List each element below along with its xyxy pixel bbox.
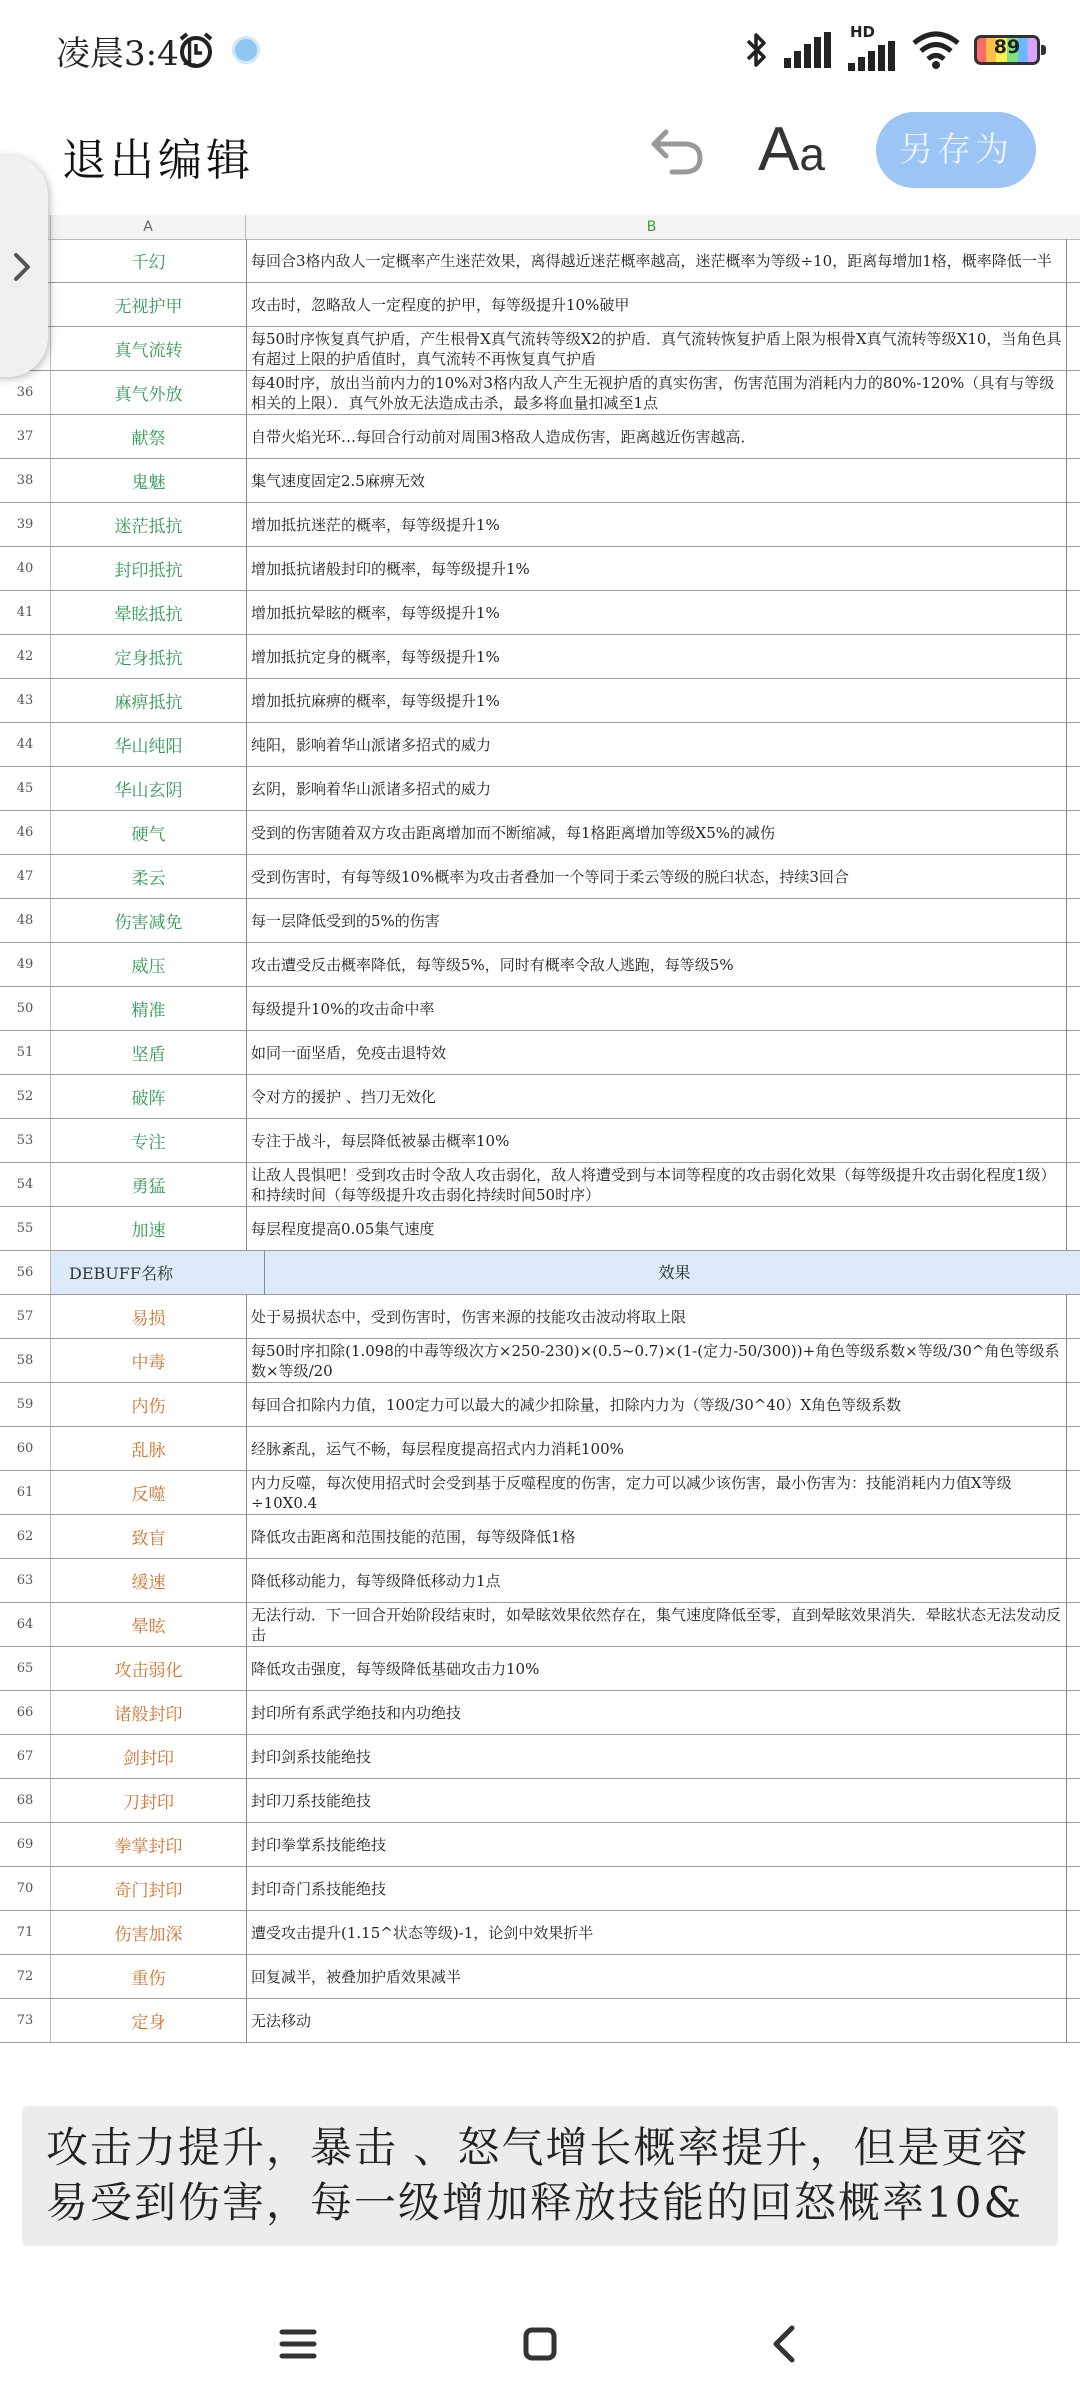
table-row <box>0 371 1080 415</box>
row-number: 70 <box>0 1867 51 1910</box>
effect-description: 经脉紊乱，运气不畅，每层程度提高招式内力消耗100% <box>247 1427 1067 1470</box>
effect-description: 每层程度提高0.05集气速度 <box>247 1207 1067 1250</box>
effect-name: 鬼魅 <box>51 459 247 502</box>
row-number: 72 <box>0 1955 51 1998</box>
wifi-icon <box>912 31 960 69</box>
table-row <box>0 1075 1080 1119</box>
table-row <box>0 855 1080 899</box>
effect-name: 反噬 <box>51 1471 247 1514</box>
bluetooth-icon <box>744 29 770 71</box>
effect-name: 千幻 <box>51 239 247 282</box>
table-row <box>0 1031 1080 1075</box>
effect-name: 重伤 <box>51 1955 247 1998</box>
table-row <box>0 1471 1080 1515</box>
effect-description: 每一层降低受到的5%的伤害 <box>247 899 1067 942</box>
row-number: 62 <box>0 1515 51 1558</box>
row-number: 49 <box>0 943 51 986</box>
table-row <box>0 1383 1080 1427</box>
row-number: 47 <box>0 855 51 898</box>
battery-level: 89 <box>993 36 1021 58</box>
effect-name: 封印抵抗 <box>51 547 247 590</box>
battery-icon <box>974 35 1040 65</box>
row-number: 67 <box>0 1735 51 1778</box>
effect-description: 降低攻击距离和范围技能的范围，每等级降低1格 <box>247 1515 1067 1558</box>
effect-description: 玄阴，影响着华山派诸多招式的威力 <box>247 767 1067 810</box>
effect-name: 拳掌封印 <box>51 1823 247 1866</box>
effect-description: 无法移动 <box>247 1999 1067 2042</box>
effect-name: 真气外放 <box>51 371 247 414</box>
effect-description: 攻击遭受反击概率降低，每等级5%，同时有概率令敌人逃跑，每等级5% <box>247 943 1067 986</box>
column-b-heading: 效果 <box>265 1251 1080 1294</box>
effect-name: 真气流转 <box>51 327 247 370</box>
table-row <box>0 723 1080 767</box>
effect-name: 加速 <box>51 1207 247 1250</box>
effect-description: 每50时序恢复真气护盾，产生根骨X真气流转等级X2的护盾．真气流转恢复护盾上限为根骨X真气流转等级X10，当角色具有超过上限的护盾值时，真气流转不再恢复真气护盾 <box>247 327 1067 370</box>
signal-1-icon <box>784 32 834 68</box>
table-row <box>0 1427 1080 1471</box>
effect-name: 晕眩抵抗 <box>51 591 247 634</box>
row-number: 51 <box>0 1031 51 1074</box>
row-number: 46 <box>0 811 51 854</box>
row-number: 37 <box>0 415 51 458</box>
table-row <box>0 1999 1080 2043</box>
effect-description: 回复减半，被叠加护盾效果减半 <box>247 1955 1067 1998</box>
effect-name: 缓速 <box>51 1559 247 1602</box>
table-row <box>0 1339 1080 1383</box>
signal-2-icon <box>848 23 898 71</box>
column-a-heading: DEBUFF名称 <box>51 1251 265 1294</box>
effect-description: 增加抵抗迷茫的概率，每等级提升1% <box>247 503 1067 546</box>
row-number: 73 <box>0 1999 51 2042</box>
effect-name: 坚盾 <box>51 1031 247 1074</box>
effect-name: 刀封印 <box>51 1779 247 1822</box>
row-number: 36 <box>0 371 51 414</box>
row-number: 56 <box>0 1251 51 1294</box>
effect-description: 自带火焰光环…每回合行动前对周围3格敌人造成伤害，距离越近伤害越高． <box>247 415 1067 458</box>
row-number: 50 <box>0 987 51 1030</box>
effect-name: 柔云 <box>51 855 247 898</box>
table-row <box>0 591 1080 635</box>
table-row <box>0 415 1080 459</box>
effect-name: 破阵 <box>51 1075 247 1118</box>
effect-name: 内伤 <box>51 1383 247 1426</box>
row-number: 58 <box>0 1339 51 1382</box>
effect-description: 每级提升10%的攻击命中率 <box>247 987 1067 1030</box>
effect-name: 乱脉 <box>51 1427 247 1470</box>
effect-description: 封印所有系武学绝技和内功绝技 <box>247 1691 1067 1734</box>
row-number: 68 <box>0 1779 51 1822</box>
table-row <box>0 239 1080 283</box>
menu-icon[interactable] <box>268 2314 328 2374</box>
effect-name: 华山玄阴 <box>51 767 247 810</box>
effect-name: 定身抵抗 <box>51 635 247 678</box>
effect-description: 增加抵抗晕眩的概率，每等级提升1% <box>247 591 1067 634</box>
table-header-row <box>0 1251 1080 1295</box>
effect-description: 专注于战斗，每层降低被暴击概率10% <box>247 1119 1067 1162</box>
row-number: 61 <box>0 1471 51 1514</box>
table-row <box>0 1823 1080 1867</box>
table-row <box>0 1515 1080 1559</box>
table-row <box>0 679 1080 723</box>
table-row <box>0 1603 1080 1647</box>
table-row <box>0 1779 1080 1823</box>
table-row <box>0 1295 1080 1339</box>
alarm-icon <box>176 30 216 70</box>
effect-description: 封印拳掌系技能绝技 <box>247 1823 1067 1866</box>
effect-description: 每回合3格内敌人一定概率产生迷茫效果，离得越近迷茫概率越高，迷茫概率为等级÷10，距离每增加1格，概率降低一半 <box>247 239 1067 282</box>
column-header-a: A <box>50 215 245 239</box>
navigation-bar <box>0 2286 1080 2400</box>
table-row <box>0 1207 1080 1251</box>
effect-description: 封印奇门系技能绝技 <box>247 1867 1067 1910</box>
effect-name: 华山纯阳 <box>51 723 247 766</box>
font-label-big: A <box>758 115 800 184</box>
table-row <box>0 1955 1080 1999</box>
table-row <box>0 1867 1080 1911</box>
row-number: 57 <box>0 1295 51 1338</box>
effect-description: 受到伤害时，有每等级10%概率为攻击者叠加一个等同于柔云等级的脱臼状态，持续3回合 <box>247 855 1067 898</box>
back-icon[interactable] <box>756 2314 816 2374</box>
effect-description: 每50时序扣除(1.098的中毒等级次方×250-230)×(0.5~0.7)×(1-(定力-50/300))+角色等级系数×等级/30^角色等级系数×等级/20 <box>247 1339 1067 1382</box>
effect-name: 伤害加深 <box>51 1911 247 1954</box>
row-number: 38 <box>0 459 51 502</box>
effect-name: 迷茫抵抗 <box>51 503 247 546</box>
status-icons <box>744 23 1040 74</box>
effect-description: 攻击时，忽略敌人一定程度的护甲，每等级提升10%破甲 <box>247 283 1067 326</box>
effect-description: 内力反噬，每次使用招式时会受到基于反噬程度的伤害，定力可以减少该伤害，最小伤害为：技能消耗内力值X等级÷10X0.4 <box>247 1471 1067 1514</box>
table-row <box>0 987 1080 1031</box>
table-rows <box>0 239 1080 2043</box>
row-number: 44 <box>0 723 51 766</box>
table-row <box>0 899 1080 943</box>
effect-name: 硬气 <box>51 811 247 854</box>
effect-name: 精准 <box>51 987 247 1030</box>
effect-description: 增加抵抗定身的概率，每等级提升1% <box>247 635 1067 678</box>
cell-preview-panel[interactable] <box>22 2106 1058 2246</box>
cell-preview-text: 攻击力提升，暴击 、怒气增长概率提升，但是更容易受到伤害，每一级增加释放技能的回怒概率10& <box>46 2123 1030 2227</box>
editor-header <box>0 100 1080 210</box>
exit-edit-button[interactable]: 退出编辑 <box>62 135 254 186</box>
effect-name: 定身 <box>51 1999 247 2042</box>
table-row <box>0 547 1080 591</box>
row-number: 40 <box>0 547 51 590</box>
effect-name: 诸般封印 <box>51 1691 247 1734</box>
font-style-button[interactable] <box>758 114 825 185</box>
effect-description: 增加抵抗麻痹的概率，每等级提升1% <box>247 679 1067 722</box>
table-row <box>0 283 1080 327</box>
row-number: 42 <box>0 635 51 678</box>
table-row <box>0 1911 1080 1955</box>
table-row <box>0 811 1080 855</box>
effect-name: 晕眩 <box>51 1603 247 1646</box>
table-row <box>0 943 1080 987</box>
row-number: 45 <box>0 767 51 810</box>
row-number: 59 <box>0 1383 51 1426</box>
table-row <box>0 1163 1080 1207</box>
row-number: 54 <box>0 1163 51 1206</box>
effect-name: 奇门封印 <box>51 1867 247 1910</box>
effect-description: 每40时序，放出当前内力的10%对3格内敌人产生无视护盾的真实伤害，伤害范围为消耗内力的80%-120%（具有与等级相关的上限）．真气外放无法造成击杀，最多将血量扣减至1点 <box>247 371 1067 414</box>
effect-description: 每回合扣除内力值，100定力可以最大的减少扣除量，扣除内力为（等级/30^40）X角色等级系数 <box>247 1383 1067 1426</box>
row-number: 60 <box>0 1427 51 1470</box>
table-row <box>0 1735 1080 1779</box>
effect-description: 降低攻击强度，每等级降低基础攻击力10% <box>247 1647 1067 1690</box>
effect-description: 让敌人畏惧吧！受到攻击时令敌人攻击弱化，敌人将遭受到与本词等程度的攻击弱化效果（每等级提升攻击弱化程度1级）和持续时间（每等级提升攻击弱化持续时间50时序） <box>247 1163 1067 1206</box>
effect-description: 无法行动．下一回合开始阶段结束时，如晕眩效果依然存在，集气速度降低至零，直到晕眩效果消失．晕眩状态无法发动反击 <box>247 1603 1067 1646</box>
status-time: 凌晨3:41 <box>56 34 201 74</box>
row-number: 71 <box>0 1911 51 1954</box>
effect-description: 受到的伤害随着双方攻击距离增加而不断缩减，每1格距离增加等级X5%的减伤 <box>247 811 1067 854</box>
row-number: 39 <box>0 503 51 546</box>
effect-description: 纯阳，影响着华山派诸多招式的威力 <box>247 723 1067 766</box>
column-header-b: B <box>245 215 1057 239</box>
effect-description: 封印刀系技能绝技 <box>247 1779 1067 1822</box>
row-number: 64 <box>0 1603 51 1646</box>
effect-description: 处于易损状态中，受到伤害时，伤害来源的技能攻击波动将取上限 <box>247 1295 1067 1338</box>
home-icon[interactable] <box>510 2314 570 2374</box>
effect-name: 勇猛 <box>51 1163 247 1206</box>
chevron-right-icon <box>12 251 32 283</box>
column-header-bar <box>0 215 1080 240</box>
hd-label: HD <box>850 23 876 41</box>
effect-name: 无视护甲 <box>51 283 247 326</box>
effect-name: 剑封印 <box>51 1735 247 1778</box>
spreadsheet-image[interactable] <box>0 215 1080 2085</box>
table-row <box>0 635 1080 679</box>
effect-name: 伤害减免 <box>51 899 247 942</box>
table-row <box>0 503 1080 547</box>
table-row <box>0 327 1080 371</box>
row-number: 63 <box>0 1559 51 1602</box>
table-row <box>0 1559 1080 1603</box>
effect-name: 攻击弱化 <box>51 1647 247 1690</box>
row-number: 52 <box>0 1075 51 1118</box>
row-number: 65 <box>0 1647 51 1690</box>
table-row <box>0 1119 1080 1163</box>
status-bar <box>0 0 1080 100</box>
effect-description: 封印剑系技能绝技 <box>247 1735 1067 1778</box>
effect-description: 集气速度固定2.5麻痹无效 <box>247 459 1067 502</box>
table-row <box>0 1647 1080 1691</box>
effect-name: 威压 <box>51 943 247 986</box>
effect-name: 专注 <box>51 1119 247 1162</box>
effect-description: 遭受攻击提升(1.15^状态等级)-1，论剑中效果折半 <box>247 1911 1067 1954</box>
effect-description: 如同一面坚盾，免疫击退特效 <box>247 1031 1067 1074</box>
effect-name: 献祭 <box>51 415 247 458</box>
effect-description: 令对方的援护 、挡刀无效化 <box>247 1075 1067 1118</box>
save-as-button[interactable]: 另存为 <box>876 112 1036 188</box>
effect-description: 增加抵抗诸般封印的概率，每等级提升1% <box>247 547 1067 590</box>
side-panel-toggle[interactable] <box>0 155 48 377</box>
row-number: 55 <box>0 1207 51 1250</box>
row-number: 69 <box>0 1823 51 1866</box>
effect-name: 麻痹抵抗 <box>51 679 247 722</box>
effect-name: 易损 <box>51 1295 247 1338</box>
table-row <box>0 1691 1080 1735</box>
font-label-small: a <box>799 128 825 180</box>
app-notification-icon <box>232 36 260 64</box>
effect-name: 中毒 <box>51 1339 247 1382</box>
row-number: 41 <box>0 591 51 634</box>
undo-icon[interactable] <box>648 120 708 180</box>
effect-name: 致盲 <box>51 1515 247 1558</box>
table-row <box>0 767 1080 811</box>
row-number: 48 <box>0 899 51 942</box>
table-row <box>0 459 1080 503</box>
row-number: 53 <box>0 1119 51 1162</box>
row-number: 66 <box>0 1691 51 1734</box>
effect-description: 降低移动能力，每等级降低移动力1点 <box>247 1559 1067 1602</box>
row-number: 43 <box>0 679 51 722</box>
